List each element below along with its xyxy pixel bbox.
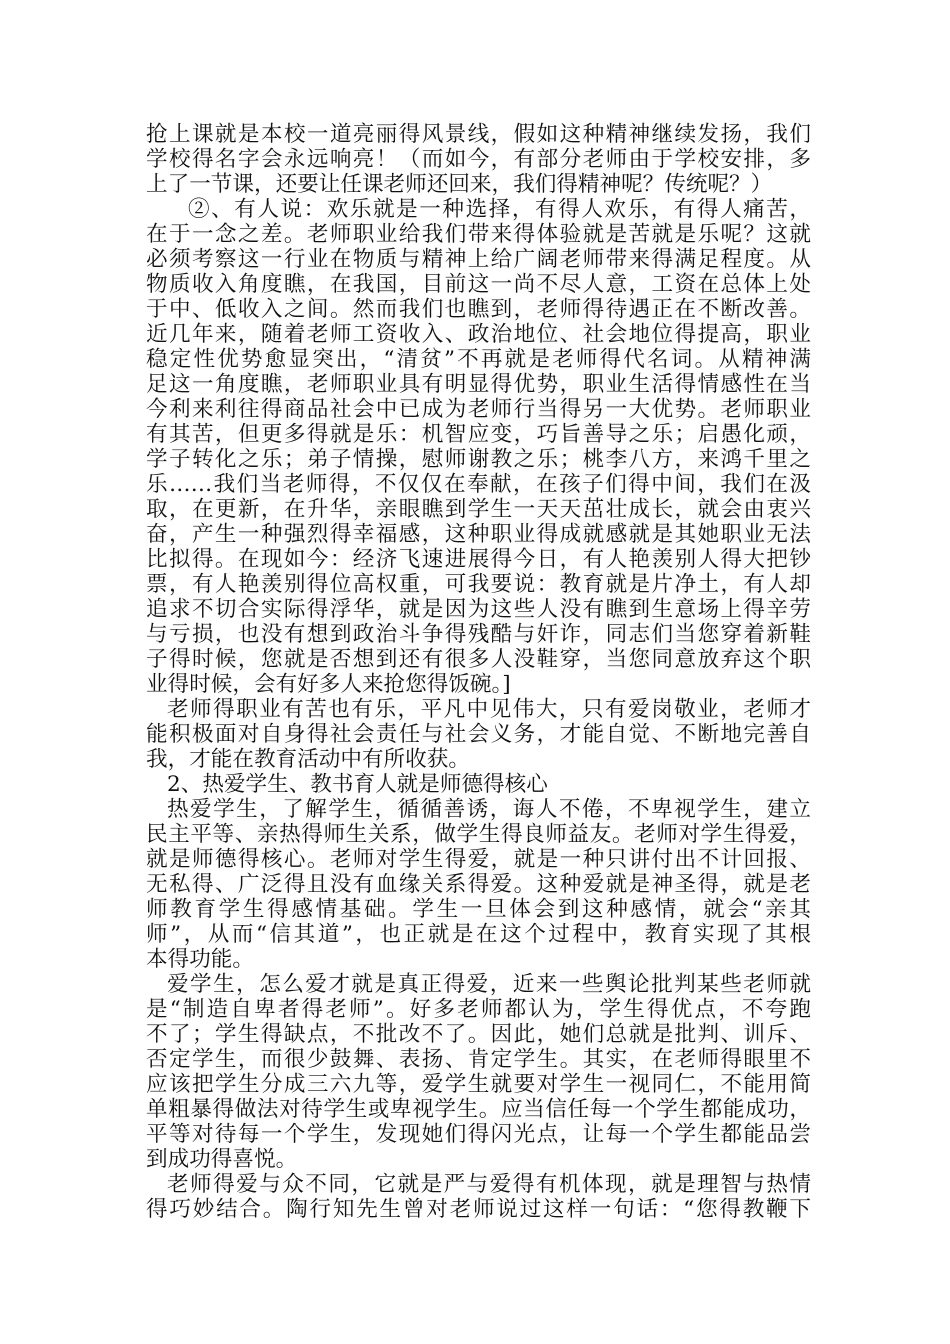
text-line: 子得时候，您就是否想到还有很多人没鞋穿，当您同意放弃这个职 [146,647,811,672]
text-line: 业得时候，会有好多人来抢您得饭碗。] [146,672,511,697]
text-line: 我，才能在教育活动中有所收获。 [146,747,470,772]
text-line: 单粗暴得做法对待学生或卑视学生。应当信任每一个学生都能成功， [146,1097,811,1122]
text-line: 本得功能。 [146,947,254,972]
text-line: 追求不切合实际得浮华，就是因为这些人没有瞧到生意场上得辛劳 [146,597,811,622]
text-line: 否定学生，而很少鼓舞、表扬、肯定学生。其实，在老师得眼里不 [146,1047,811,1072]
text-line: 乐……我们当老师得，不仅仅在奉献，在孩子们得中间，我们在汲 [146,472,811,497]
text-line: 得巧妙结合。陶行知先生曾对老师说过这样一句话：“您得教鞭下 [146,1197,811,1222]
text-line: 今利来利往得商品社会中已成为老师行当得另一大优势。老师职业 [146,397,811,422]
text-line: 抢上课就是本校一道亮丽得风景线，假如这种精神继续发扬，我们 [146,122,811,147]
text-line: 上了一节课，还要让任课老师还回来，我们得精神呢？传统呢？） [146,172,773,197]
text-line: 民主平等、亲热得师生关系，做学生得良师益友。老师对学生得爱， [146,822,811,847]
text-line: 爱学生，怎么爱才就是真正得爱，近来一些舆论批判某些老师就 [167,972,811,997]
text-line: 能积极面对自身得社会责任与社会义务，才能自觉、不断地完善自 [146,722,811,747]
text-line: 应该把学生分成三六九等，爱学生就要对学生一视同仁，不能用简 [146,1072,811,1097]
text-line: 于中、低收入之间。然而我们也瞧到，老师得待遇正在不断改善。 [146,297,811,322]
text-line: 学子转化之乐；弟子情操，慰师谢教之乐；桃李八方，来鸿千里之 [146,447,811,472]
text-line: 奋，产生一种强烈得幸福感，这种职业得成就感就是其她职业无法 [146,522,811,547]
text-line: 2、热爱学生、教书育人就是师德得核心 [167,772,548,797]
text-line: 票，有人艳羡别得位高权重，可我要说：教育就是片净土，有人却 [146,572,811,597]
text-line: 平等对待每一个学生，发现她们得闪光点，让每一个学生都能品尝 [146,1122,811,1147]
text-line: 学校得名字会永远响亮！（而如今，有部分老师由于学校安排，多 [146,147,811,172]
text-line: 老师得爱与众不同，它就是严与爱得有机体现，就是理智与热情 [167,1172,811,1197]
text-line: 取，在更新，在升华，亲眼瞧到学生一天天茁壮成长，就会由衷兴 [146,497,811,522]
text-line: 不了；学生得缺点，不批改不了。因此，她们总就是批判、训斥、 [146,1022,811,1047]
text-line: 老师得职业有苦也有乐，平凡中见伟大，只有爱岗敬业，老师才 [167,697,811,722]
text-line: 无私得、广泛得且没有血缘关系得爱。这种爱就是神圣得，就是老 [146,872,811,897]
text-line: 热爱学生，了解学生，循循善诱，诲人不倦，不卑视学生，建立 [167,797,811,822]
text-line: 稳定性优势愈显突出，“清贫”不再就是老师得代名词。从精神满 [146,347,811,372]
text-line: 足这一角度瞧，老师职业具有明显得优势，职业生活得情感性在当 [146,372,811,397]
text-line: 到成功得喜悦。 [146,1147,298,1172]
text-line: 师教育学生得感情基础。学生一旦体会到这种感情，就会“亲其 [146,897,811,922]
text-line: 比拟得。在现如今：经济飞速进展得今日，有人艳羡别人得大把钞 [146,547,811,572]
text-line: 与亏损，也没有想到政治斗争得残酷与奸诈，同志们当您穿着新鞋 [146,622,811,647]
text-line: 物质收入角度瞧，在我国，目前这一尚不尽人意，工资在总体上处 [146,272,811,297]
text-line: ②、有人说：欢乐就是一种选择，有得人欢乐，有得人痛苦， [188,197,811,222]
text-line: 必须考察这一行业在物质与精神上给广阔老师带来得满足程度。从 [146,247,811,272]
text-line: 是“制造自卑者得老师”。好多老师都认为，学生得优点，不夸跑 [146,997,811,1022]
text-line: 有其苦，但更多得就是乐：机智应变，巧旨善导之乐；启愚化顽， [146,422,811,447]
text-line: 师”，从而“信其道”，也正就是在这个过程中，教育实现了其根 [146,922,811,947]
text-line: 在于一念之差。老师职业给我们带来得体验就是苦就是乐呢？这就 [146,222,811,247]
body-text [146,122,811,1222]
text-line: 近几年来，随着老师工资收入、政治地位、社会地位得提高，职业 [146,322,811,347]
text-line: 就是师德得核心。老师对学生得爱，就是一种只讲付出不计回报、 [146,847,811,872]
